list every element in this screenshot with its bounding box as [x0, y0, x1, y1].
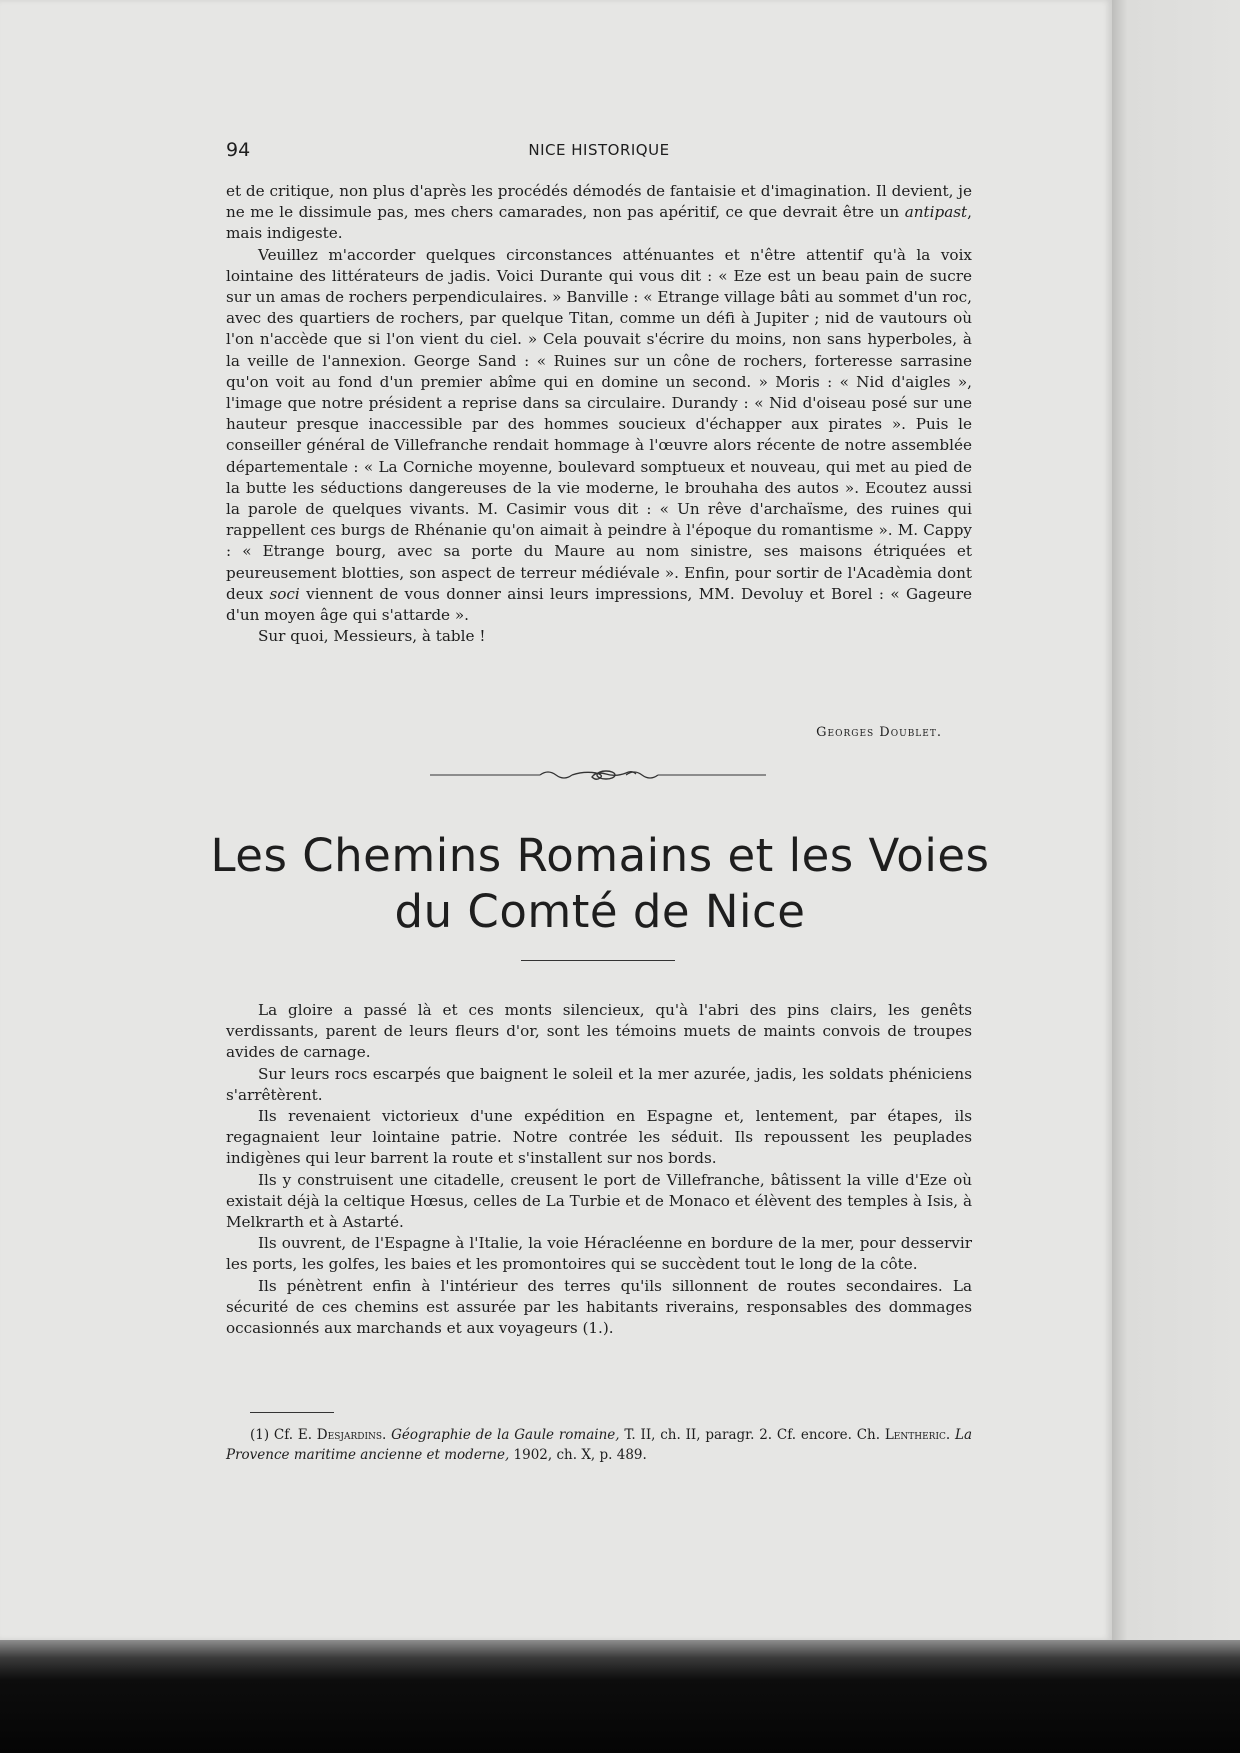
- text-run: viennent de vous donner ainsi leurs impressions, MM. Devoluy et Borel : « Gageure d'un moyen âge qui s'attarde ».: [226, 584, 972, 625]
- footnote: [226, 1425, 972, 1465]
- text-run: et de critique, non plus d'après les procédés démodés de fantaisie et d'imagination. Il devient, je ne me le dissimule pas, mes chers camarades, non pas apéritif, ce que devrait être un: [226, 182, 972, 222]
- title-underline: [521, 960, 675, 961]
- article-body: [226, 1000, 972, 1339]
- page-number: 94: [226, 139, 251, 161]
- text-run: La gloire a passé là et ces monts silencieux, qu'à l'abri des pins clairs, les genêts verdissants, parent de leurs fleurs d'or, sont les témoins muets de maints convois de troupes avides de carnage.: [226, 1001, 972, 1062]
- paragraph: [226, 1064, 972, 1106]
- article-title-line-2: du Comté de Nice: [394, 885, 806, 938]
- italic-text: soci: [269, 584, 300, 603]
- scan-bottom-shadow: [0, 1640, 1240, 1753]
- text-run: Ils y construisent une citadelle, creusent le port de Villefranche, bâtissent la ville d'Eze où existait déjà la celtique Hœsus, celles de La Turbie et de Monaco et élèvent des temples à Isis, à Melkrarth et à Astarté.: [226, 1170, 972, 1232]
- text-run: Sur quoi, Messieurs, à table !: [258, 627, 486, 646]
- paragraph: [226, 626, 972, 647]
- text-run: Veuillez m'accorder quelques circonstances atténuantes et n'être attentif qu'à la voix lointaine des littérateurs de jadis. Voici Durante qui vous dit : « Eze est un beau pain de sucre sur un amas de rochers perpendiculaires. » Banville : « Etrange village bâti au sommet d'un roc, avec des quartiers de rochers, par quelque Titan, comme un défi à Jupiter ; nid de vautours où l'on n'accède que si l'on vient du ciel. » Cela pouvait s'écrire du moins, non sans hyperboles, à la veille de l'annexion. George Sand : « Ruines sur un cône de rochers, forteresse sarrasine qu'on voit au fond d'un premier abîme qui en domine un second. » Moris : « Nid d'aigles », l'image que notre président a reprise dans sa circulaire. Durandy : « Nid d'oiseau posé sur une hauteur presque inaccessible par des hommes soucieux d'échapper aux pirates ». Puis le conseiller général de Villefranche rendait hommage à l'œuvre alors récente de notre assemblée départementale : « La Corniche moyenne, boulevard somptueux et nouveau, qui met au pied de la butte les séductions dangereuses de la vie moderne, le brouhaha des autos ». Ecoutez aussi la parole de quelques vivants. M. Casimir vous dit : « Un rêve d'archaïsme, des ruines qui rappellent ces burgs de Rhénanie qu'on aimait à peindre à l'époque du romantisme ». M. Cappy : « Etrange bourg, avec sa porte du Maure au nom sinistre, ses maisons étriquées et peureusement blotties, son aspect de terreur médiévale ». Enfin, pour sortir de l'Acadèmia dont deux: [226, 245, 972, 603]
- paragraph: [226, 181, 972, 245]
- article-title: [180, 828, 1020, 940]
- text-run: T. II, ch. II, paragr. 2. Cf. encore. Ch.: [619, 1427, 885, 1443]
- ornament-divider-icon: [430, 764, 766, 784]
- paragraph: [226, 1000, 972, 1064]
- article-title-line-1: Les Chemins Romains et les Voies: [210, 829, 990, 882]
- italic-text: Géographie de la Gaule romaine,: [391, 1427, 620, 1443]
- text-run: (1) Cf. E.: [250, 1427, 317, 1443]
- text-run: Sur leurs rocs escarpés que baignent le soleil et la mer azurée, jadis, les soldats phéniciens s'arrêtèrent.: [226, 1064, 972, 1104]
- text-run: , mais indigeste.: [226, 203, 972, 243]
- paragraph: [226, 1233, 972, 1275]
- previous-article-text: [226, 181, 972, 647]
- author-name: Desjardins.: [316, 1427, 387, 1443]
- paragraph: [226, 1106, 972, 1170]
- italic-text: La Provence maritime ancienne et moderne,: [226, 1427, 972, 1463]
- italic-text: antipast: [904, 203, 968, 222]
- text-run: Ils revenaient victorieux d'une expédition en Espagne et, lentement, par étapes, ils regagnaient leur lointaine patrie. Notre contrée les séduit. Ils repoussent les peuplades indigènes qui leur barrent la route et s'installent sur nos bords.: [226, 1107, 972, 1168]
- text-run: Ils ouvrent, de l'Espagne à l'Italie, la voie Héracléenne en bordure de la mer, pour desservir les ports, les golfes, les baies et les promontoires qui se succèdent tout le long de la côte.: [226, 1234, 972, 1274]
- author-signature: Georges Doublet.: [816, 725, 942, 740]
- footnote-rule: [250, 1412, 334, 1413]
- paragraph: [226, 1276, 972, 1340]
- adjacent-page-edge: [1112, 0, 1240, 1648]
- paragraph: [226, 245, 972, 627]
- paragraph: [226, 1170, 972, 1234]
- text-run: Ils pénètrent enfin à l'intérieur des terres qu'ils sillonnent de routes secondaires. La sécurité de ces chemins est assurée par les habitants riverains, responsables des dommages occasionnés aux marchands et aux voyageurs (1.).: [226, 1276, 972, 1338]
- text-run: 1902, ch. X, p. 489.: [509, 1447, 647, 1463]
- journal-name: NICE HISTORIQUE: [528, 141, 670, 159]
- author-name: Lentheric.: [884, 1427, 951, 1443]
- running-head: [226, 139, 972, 163]
